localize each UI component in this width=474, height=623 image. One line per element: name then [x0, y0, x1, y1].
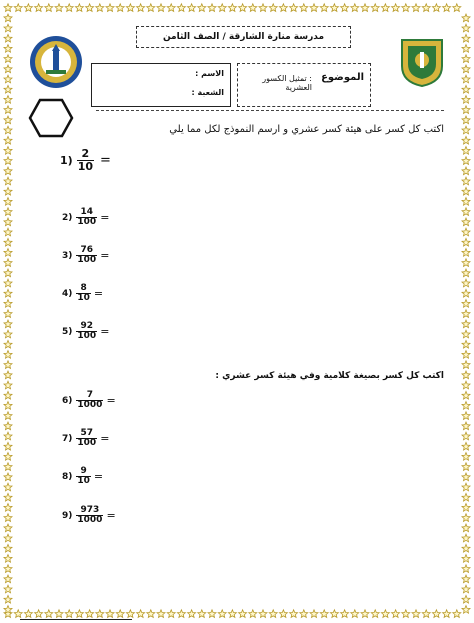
denominator: 1000 — [77, 400, 103, 411]
border-star — [96, 610, 104, 618]
border-star — [24, 4, 32, 12]
border-star — [4, 177, 12, 185]
border-star — [4, 187, 12, 195]
border-star — [422, 610, 430, 618]
border-star — [4, 65, 12, 73]
border-star — [462, 177, 470, 185]
problem-number: 7) — [62, 433, 73, 444]
border-star — [462, 402, 470, 410]
border-star — [106, 610, 114, 618]
border-star — [462, 330, 470, 338]
problem-number: 8) — [62, 471, 73, 482]
border-star — [462, 565, 470, 573]
border-star — [4, 422, 12, 430]
border-star — [188, 610, 196, 618]
border-star — [462, 136, 470, 144]
student-info-box[interactable] — [91, 63, 231, 107]
topic-box — [237, 63, 371, 107]
border-star — [330, 610, 338, 618]
border-star — [4, 402, 12, 410]
border-star — [4, 585, 12, 593]
border-star — [462, 544, 470, 552]
border-star — [4, 351, 12, 359]
border-star — [392, 4, 400, 12]
border-star — [462, 595, 470, 603]
border-star — [361, 4, 369, 12]
border-star — [462, 24, 470, 32]
equals-sign: = — [100, 249, 110, 263]
border-star — [208, 610, 216, 618]
border-star — [462, 106, 470, 114]
border-star — [4, 371, 12, 379]
denominator: 100 — [77, 255, 97, 266]
hexagon-shape — [28, 98, 74, 138]
border-star — [462, 442, 470, 450]
border-star — [4, 106, 12, 114]
border-star — [4, 310, 12, 318]
border-star — [269, 4, 277, 12]
problem-number: 1) — [60, 153, 73, 167]
border-star — [432, 4, 440, 12]
border-star — [4, 249, 12, 257]
border-star — [137, 4, 145, 12]
border-star — [462, 391, 470, 399]
numerator: 7 — [86, 390, 94, 400]
fraction — [76, 322, 97, 342]
border-star — [4, 391, 12, 399]
denominator: 1000 — [77, 515, 103, 526]
border-star — [137, 610, 145, 618]
border-star — [4, 85, 12, 93]
border-star — [462, 34, 470, 42]
border-star — [351, 610, 359, 618]
equals-sign: = — [106, 509, 116, 523]
border-star — [75, 610, 83, 618]
problem-number: 2) — [62, 212, 73, 223]
border-star — [462, 473, 470, 481]
border-star — [453, 4, 461, 12]
border-star — [330, 4, 338, 12]
border-star — [462, 340, 470, 348]
border-star — [4, 14, 12, 22]
border-star — [462, 14, 470, 22]
border-star — [462, 606, 470, 614]
fraction — [76, 506, 103, 526]
border-star — [4, 4, 12, 12]
topic-label: الموضوع — [321, 72, 364, 83]
border-star — [4, 524, 12, 532]
instruction-second: اكتب كل كسر بصيغة كلامية وفي هيئة كسر عشري : — [215, 371, 444, 381]
border-star — [300, 610, 308, 618]
equals-sign: = — [93, 470, 104, 484]
border-star — [228, 610, 236, 618]
border-star — [341, 4, 349, 12]
border-star — [462, 493, 470, 501]
border-star — [157, 610, 165, 618]
fraction — [77, 148, 94, 172]
problem-number: 5) — [62, 326, 73, 337]
border-star — [462, 432, 470, 440]
problem-1 — [60, 148, 111, 172]
denominator: 10 — [77, 159, 93, 173]
border-star — [75, 4, 83, 12]
border-star — [188, 4, 196, 12]
border-star — [462, 157, 470, 165]
border-star — [4, 238, 12, 246]
name-label: الاسم : — [195, 69, 224, 78]
border-star — [412, 610, 420, 618]
border-star — [4, 544, 12, 552]
border-star — [462, 85, 470, 93]
problem-9 — [62, 506, 116, 526]
border-star — [462, 575, 470, 583]
border-star — [462, 381, 470, 389]
border-star — [116, 4, 124, 12]
border-star — [4, 442, 12, 450]
border-star — [462, 483, 470, 491]
border-star — [4, 208, 12, 216]
border-star — [218, 4, 226, 12]
border-star — [167, 610, 175, 618]
border-star — [4, 300, 12, 308]
border-star — [462, 116, 470, 124]
section-label: الشعبة : — [191, 88, 224, 97]
border-star — [4, 412, 12, 420]
border-star — [462, 463, 470, 471]
school-logo-left — [28, 34, 84, 90]
border-star — [4, 75, 12, 83]
border-star — [4, 514, 12, 522]
problem-5 — [62, 322, 109, 342]
border-star — [443, 610, 451, 618]
border-star — [177, 4, 185, 12]
border-star — [381, 4, 389, 12]
denominator: 10 — [77, 476, 90, 487]
border-star — [462, 249, 470, 257]
border-star — [462, 300, 470, 308]
border-star — [422, 4, 430, 12]
border-star — [4, 126, 12, 134]
border-star — [290, 4, 298, 12]
border-star — [462, 147, 470, 155]
border-star — [4, 96, 12, 104]
border-star — [65, 610, 73, 618]
border-star — [462, 371, 470, 379]
border-star — [462, 351, 470, 359]
border-star — [4, 228, 12, 236]
numerator: 8 — [80, 283, 87, 293]
border-star — [4, 34, 12, 42]
equals-sign: = — [106, 394, 116, 408]
border-star — [4, 483, 12, 491]
fraction — [76, 391, 103, 411]
numerator: 973 — [80, 505, 100, 515]
border-star — [4, 504, 12, 512]
border-star — [392, 610, 400, 618]
border-star — [279, 4, 287, 12]
border-star — [4, 269, 12, 277]
border-star — [462, 279, 470, 287]
border-star — [462, 320, 470, 328]
instruction-first: اكتب كل كسر على هيئة كسر عشري و ارسم النموذج لكل مما يلي — [169, 124, 444, 135]
border-star — [14, 610, 22, 618]
border-star — [35, 4, 43, 12]
border-star — [239, 4, 247, 12]
border-star — [462, 534, 470, 542]
problem-8 — [62, 467, 103, 487]
border-star — [198, 610, 206, 618]
school-title: مدرسة منارة الشارقة / الصف الثامن — [162, 32, 325, 42]
denominator: 100 — [77, 438, 97, 449]
equals-sign: = — [100, 432, 110, 446]
border-star — [249, 610, 257, 618]
border-star — [259, 4, 267, 12]
border-star — [443, 4, 451, 12]
border-star — [4, 259, 12, 267]
school-title-box — [136, 26, 351, 48]
equals-sign: = — [93, 287, 104, 301]
fraction — [76, 246, 97, 266]
problem-4 — [62, 284, 103, 304]
fraction — [76, 429, 97, 449]
equals-sign: = — [100, 325, 110, 339]
problem-2 — [62, 208, 109, 228]
border-star — [55, 4, 63, 12]
border-star — [45, 4, 53, 12]
problem-number: 6) — [62, 395, 73, 406]
border-star — [402, 610, 410, 618]
border-star — [4, 218, 12, 226]
border-star — [55, 610, 63, 618]
border-star — [462, 269, 470, 277]
border-star — [4, 463, 12, 471]
border-star — [462, 96, 470, 104]
border-star — [126, 4, 134, 12]
border-star — [4, 340, 12, 348]
border-star — [208, 4, 216, 12]
border-star — [4, 198, 12, 206]
border-star — [4, 432, 12, 440]
border-star — [462, 524, 470, 532]
fraction — [76, 467, 91, 487]
border-star — [218, 610, 226, 618]
border-star — [4, 575, 12, 583]
border-star — [35, 610, 43, 618]
border-star — [4, 167, 12, 175]
border-star — [462, 504, 470, 512]
border-star — [462, 45, 470, 53]
border-star — [462, 218, 470, 226]
problem-6 — [62, 391, 116, 411]
border-star — [4, 565, 12, 573]
border-star — [351, 4, 359, 12]
problem-number: 3) — [62, 250, 73, 261]
border-star — [300, 4, 308, 12]
topic-value: : تمثيل الكسور العشرية — [262, 74, 312, 92]
border-star — [320, 610, 328, 618]
border-star — [4, 453, 12, 461]
border-star — [4, 330, 12, 338]
border-star — [462, 422, 470, 430]
border-star — [462, 361, 470, 369]
numerator: 57 — [80, 428, 94, 438]
border-star — [259, 610, 267, 618]
border-star — [462, 75, 470, 83]
border-star — [4, 493, 12, 501]
border-star — [4, 381, 12, 389]
border-star — [106, 4, 114, 12]
border-star — [116, 610, 124, 618]
border-star — [4, 279, 12, 287]
fraction — [76, 208, 97, 228]
border-star — [4, 361, 12, 369]
border-star — [290, 610, 298, 618]
border-star — [310, 4, 318, 12]
border-star — [371, 4, 379, 12]
border-star — [381, 610, 389, 618]
border-star — [462, 187, 470, 195]
border-star — [4, 116, 12, 124]
border-star — [198, 4, 206, 12]
border-star — [147, 610, 155, 618]
border-star — [462, 555, 470, 563]
border-star — [462, 453, 470, 461]
border-star — [462, 55, 470, 63]
border-star — [126, 610, 134, 618]
border-star — [239, 610, 247, 618]
border-star — [462, 167, 470, 175]
border-star — [4, 136, 12, 144]
border-star — [462, 208, 470, 216]
border-star — [177, 610, 185, 618]
border-star — [228, 4, 236, 12]
border-star — [462, 412, 470, 420]
numerator: 14 — [80, 207, 94, 217]
numerator: 9 — [80, 466, 87, 476]
border-star — [4, 555, 12, 563]
numerator: 92 — [80, 321, 94, 331]
border-star — [4, 157, 12, 165]
border-star — [462, 238, 470, 246]
border-star — [4, 320, 12, 328]
border-star — [4, 147, 12, 155]
border-star — [24, 610, 32, 618]
border-star — [462, 65, 470, 73]
border-star — [279, 610, 287, 618]
border-star — [320, 4, 328, 12]
problem-3 — [62, 246, 109, 266]
border-star — [157, 4, 165, 12]
border-star — [4, 289, 12, 297]
border-star — [453, 610, 461, 618]
border-star — [65, 4, 73, 12]
border-star — [462, 259, 470, 267]
border-star — [45, 610, 53, 618]
border-star — [462, 126, 470, 134]
border-star — [147, 4, 155, 12]
border-star — [4, 45, 12, 53]
border-star — [341, 610, 349, 618]
border-star — [432, 610, 440, 618]
border-star — [462, 198, 470, 206]
denominator: 10 — [77, 293, 90, 304]
numerator: 76 — [80, 245, 94, 255]
border-star — [310, 610, 318, 618]
problem-number: 4) — [62, 288, 73, 299]
border-star — [14, 4, 22, 12]
denominator: 100 — [77, 217, 97, 228]
border-star — [361, 610, 369, 618]
border-star — [4, 595, 12, 603]
equals-sign: = — [100, 152, 111, 168]
border-star — [4, 606, 12, 614]
border-star — [371, 610, 379, 618]
border-star — [462, 228, 470, 236]
border-star — [462, 289, 470, 297]
border-star — [4, 55, 12, 63]
border-star — [412, 4, 420, 12]
border-star — [462, 514, 470, 522]
problem-7 — [62, 429, 109, 449]
border-star — [4, 473, 12, 481]
border-star — [402, 4, 410, 12]
fraction — [76, 284, 91, 304]
border-star — [167, 4, 175, 12]
border-star — [4, 534, 12, 542]
footer-line — [20, 619, 132, 620]
border-star — [86, 610, 94, 618]
denominator: 100 — [77, 331, 97, 342]
problem-number: 9) — [62, 510, 73, 521]
equals-sign: = — [100, 211, 110, 225]
border-star — [4, 24, 12, 32]
border-star — [96, 4, 104, 12]
divider-line — [96, 110, 444, 111]
border-star — [269, 610, 277, 618]
school-logo-right — [398, 36, 446, 88]
border-star — [249, 4, 257, 12]
border-star — [462, 585, 470, 593]
border-star — [462, 310, 470, 318]
border-star — [86, 4, 94, 12]
numerator: 2 — [81, 147, 90, 160]
